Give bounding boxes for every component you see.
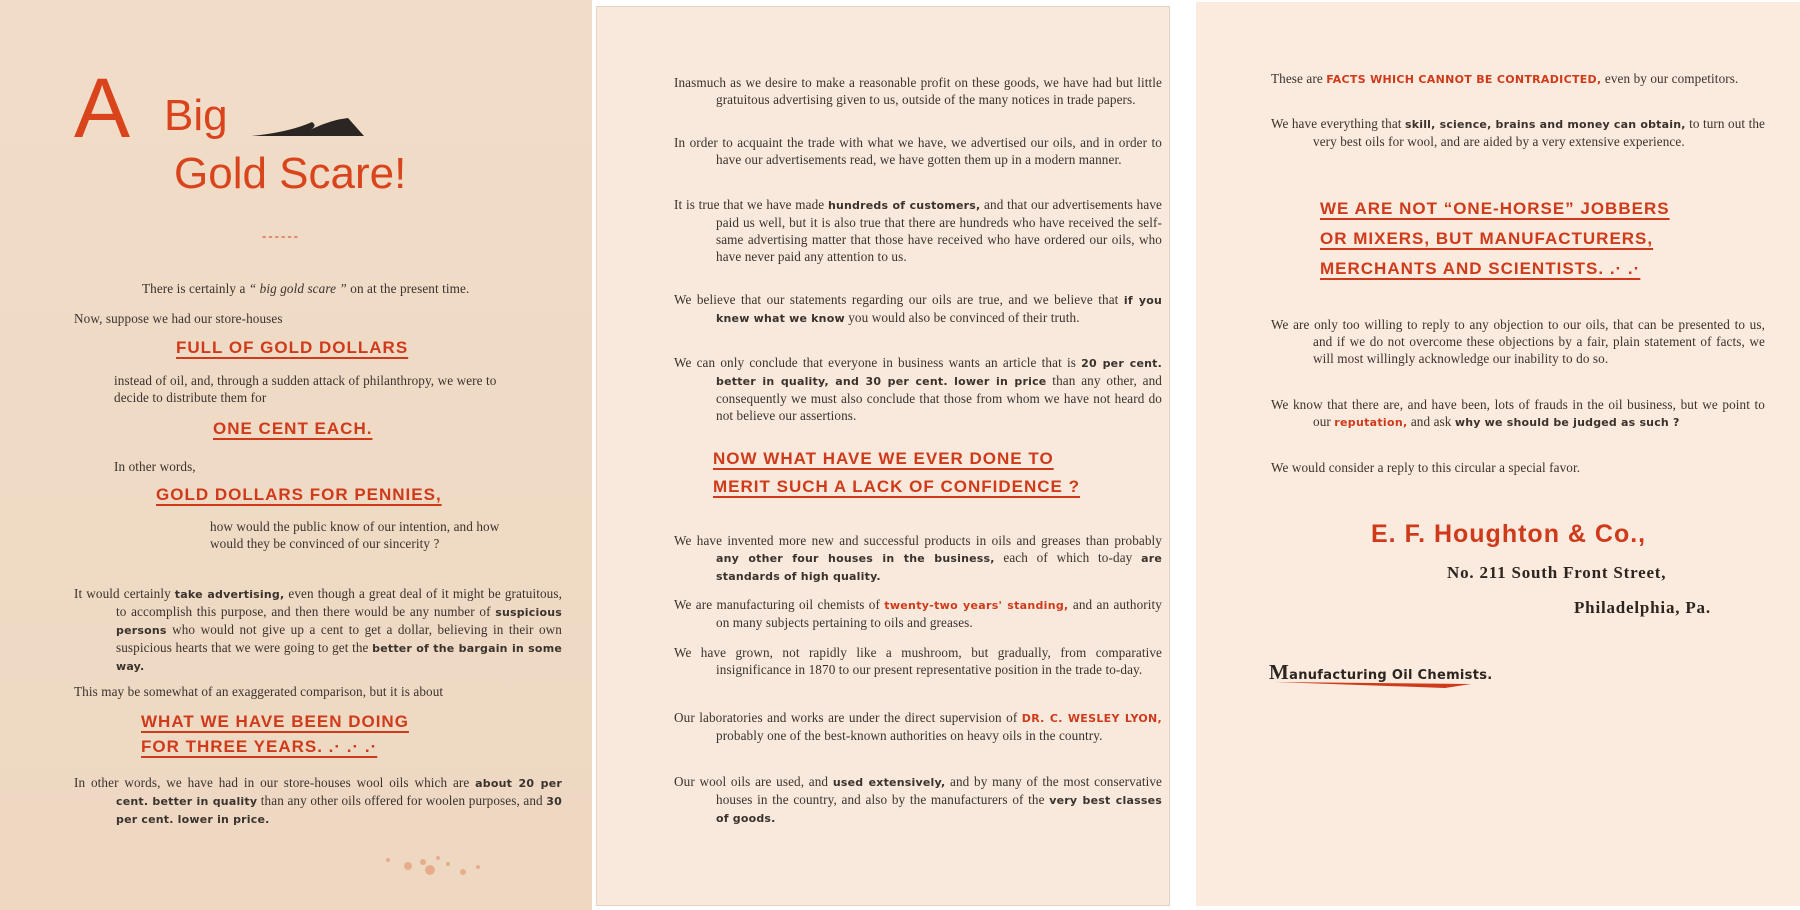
title-letter-a: A [74,61,131,155]
paper-stain [368,852,508,882]
address: No. 211 South Front Street, [1447,563,1667,582]
p-acquaint: In order to acquaint the trade with what we have, we advertised our oils, and in order to have our advertisements read, we have gotten them up in a modern manner. [674,135,1162,167]
heading-horse-2: OR MIXERS, BUT MANUFACTURERS, [1320,229,1654,248]
p-instead: instead of oil, and, through a sudden attack of philanthropy, we were to decide to distribute them for [114,373,497,405]
p-customers: It is true that we have made hundreds of customers, and that our advertisements have paid us well, but it is also true that there are hundreds who have received the self-same advertising matter that those have received who have ordered our oils, who have never paid any attention to us. [674,197,1162,264]
divider: ------ [262,228,300,243]
manufacturing-oil-chemists: Manufacturing Oil Chemists. [1269,660,1493,684]
p-frauds: We know that there are, and have been, lots of frauds in the oil business, but we point to our reputation, and ask why we should be judged as such ? [1271,397,1765,429]
p-certainly: It would certainly take advertising, even though a great deal of it might be gratuitous, to accomplish this purpose, and then there would be any number of suspicious persons who would not give up a cent to get a dollar, believing in their own suspicious hearts that we were going to get the better of the bargain in some way. [74,586,563,673]
city: Philadelphia, Pa. [1574,598,1711,617]
p-exaggerated: This may be somewhat of an exaggerated comparison, but it is about [74,684,444,699]
p-reply: We would consider a reply to this circular a special favor. [1271,460,1581,475]
swoosh-ornament [250,116,366,142]
heading-merit-2: MERIT SUCH A LACK OF CONFIDENCE ? [713,477,1081,496]
p-used: Our wool oils are used, and used extensively, and by many of the most conservative houses in the country, and also by the manufacturers of the very best classes of goods. [674,774,1162,825]
p-skill: We have everything that skill, science, brains and money can obtain, to turn out the very best oils for wool, and are aided by a very extensive experience. [1271,116,1765,149]
p-conclude: We can only conclude that everyone in business wants an article that is 20 per cent. better in quality, and 30 per cent. lower in price than any other, and consequently we must also conclude that those from whom we have not heard do not believe our assertions. [674,355,1163,423]
heading-doing-2: FOR THREE YEARS. .· .· .· [141,737,378,756]
p-big-scare: There is certainly a “ big gold scare ” on at the present time. [142,281,470,296]
p-how: how would the public know of our intention, and how would they be convinced of our sincerity ? [210,519,500,551]
heading-horse-1: WE ARE NOT “ONE-HORSE” JOBBERS [1320,199,1670,218]
p-believe: We believe that our statements regarding our oils are true, and we believe that if you knew what we know you would also be convinced of their truth. [674,292,1162,325]
p-facts: These are FACTS WHICH CANNOT BE CONTRADICTED, even by our competitors. [1271,71,1739,86]
p-other-words: In other words, [114,459,196,474]
title-gold-scare: Gold Scare! [174,149,407,198]
heading-horse-3: MERCHANTS AND SCIENTISTS. .· .· [1320,259,1641,278]
p-willing: We are only too willing to reply to any objection to our oils, that can be presented to us, and if we do not overcome these objections by a fair, plain statement of facts, we will most willingly acknowledge our inability to do so. [1271,317,1765,366]
company-name: E. F. Houghton & Co., [1371,520,1647,548]
heading-merit-1: NOW WHAT HAVE WE EVER DONE TO [713,449,1054,468]
p-suppose: Now, suppose we had our store-houses [74,311,283,326]
p-grown: We have grown, not rapidly like a mushroom, but gradually, from comparative insignificance in 1870 to our present representative position in the trade to-day. [674,645,1162,677]
heading-pennies: GOLD DOLLARS FOR PENNIES, [156,485,442,504]
p-invented: We have invented more new and successful products in oils and greases than probably any other four houses in the business, each of which to-day are standards of high quality. [674,533,1162,583]
p-manufacturing: We are manufacturing oil chemists of twenty-two years' standing, and an authority on many subjects pertaining to oils and greases. [674,597,1162,630]
p-laboratories: Our laboratories and works are under the direct supervision of DR. C. WESLEY LYON, probably one of the best-known authorities on heavy oils in the country. [674,710,1162,743]
heading-doing-1: WHAT WE HAVE BEEN DOING [141,712,409,731]
p-wool-oils: In other words, we have had in our store-houses wool oils which are about 20 per cent. better in quality than any other oils offered for woolen purposes, and 30 per cent. lower in price. [74,775,562,826]
p-profit: Inasmuch as we desire to make a reasonable profit on these goods, we have had but little gratuitous advertising given to us, outside of the many notices in trade papers. [674,75,1162,107]
signature-underline [1275,680,1475,690]
heading-full-of-gold: FULL OF GOLD DOLLARS [176,338,409,357]
heading-one-cent: ONE CENT EACH. [213,419,373,438]
title-big: Big [164,91,228,140]
